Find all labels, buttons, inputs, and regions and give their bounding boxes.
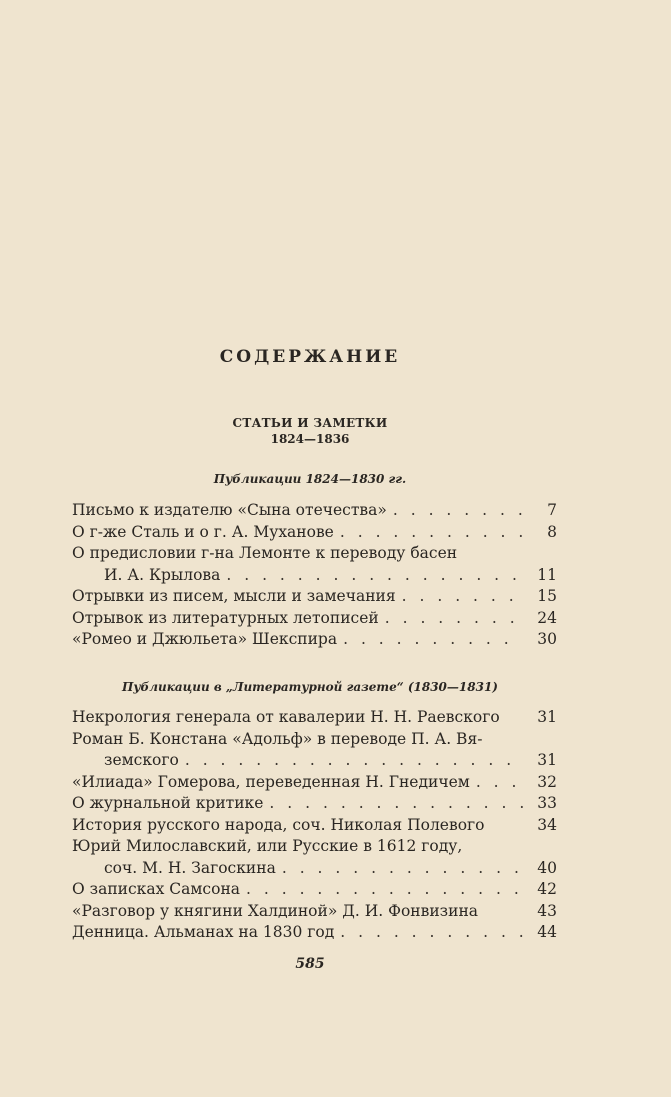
toc-entry-title: И. А. Крылова xyxy=(104,565,221,584)
toc-entry-title: Роман Б. Констана «Адольф» в переводе П. А. Вя- xyxy=(72,729,483,748)
dot-leader xyxy=(240,879,523,901)
toc-entry-page: 40 xyxy=(537,858,557,877)
toc-entry-title: Отрывок из литературных летописей xyxy=(72,608,379,627)
toc-entry-page: 42 xyxy=(537,880,557,898)
toc-entry-page: 31 xyxy=(537,751,557,769)
toc-entry-page: 31 xyxy=(537,708,557,726)
dot-leader xyxy=(396,586,523,608)
toc-entry-title: Денница. Альманах на 1830 год xyxy=(72,923,335,941)
dot-leader xyxy=(470,772,523,794)
toc-entry-page: 30 xyxy=(537,630,557,648)
toc-entry-title: Отрывки из писем, мысли и замечания xyxy=(72,587,396,605)
toc-entry-title: «Ромео и Джюльета» Шекспира xyxy=(72,630,338,648)
toc-entry xyxy=(72,629,557,651)
toc-entry xyxy=(72,836,557,858)
toc-list-2 xyxy=(72,707,557,944)
dot-leader xyxy=(276,858,523,880)
toc-entry xyxy=(72,901,557,923)
toc-entry-page: 32 xyxy=(537,772,557,791)
toc-entry-title: О журнальной критике xyxy=(72,794,264,812)
toc-entry-title: Письмо к издателю «Сына отечества» xyxy=(72,501,387,519)
section-years: 1824—1836 xyxy=(270,432,350,446)
toc-entry xyxy=(72,793,557,815)
page-number: 585 xyxy=(295,956,325,972)
toc-entry-page: 24 xyxy=(537,608,557,627)
dot-leader xyxy=(334,922,523,944)
toc-entry xyxy=(72,500,557,522)
toc-entry xyxy=(72,586,557,608)
toc-entry-page: 33 xyxy=(537,794,557,812)
dot-leader xyxy=(263,793,523,815)
toc-list-1 xyxy=(72,500,557,651)
page-title: СОДЕРЖАНИЕ xyxy=(219,347,401,367)
dot-leader xyxy=(379,608,523,630)
toc-entry xyxy=(72,608,557,630)
dot-leader xyxy=(334,522,523,544)
toc-entry-page: 44 xyxy=(537,923,557,941)
toc-entry xyxy=(72,858,557,880)
dot-leader xyxy=(179,750,523,772)
toc-entry xyxy=(72,879,557,901)
toc-entry-title: «Илиада» Гомерова, переведенная Н. Гнедичем xyxy=(72,772,470,791)
subsection-heading-2: Публикации в „Литературной газете“ (1830—1831) xyxy=(122,680,498,694)
toc-entry-title: Юрий Милославский, или Русские в 1612 году, xyxy=(72,837,463,855)
toc-entry xyxy=(72,772,557,794)
toc-entry-page: 43 xyxy=(537,901,557,920)
toc-entry-title: История русского народа, соч. Николая Полевого xyxy=(72,815,485,834)
toc-entry-page: 11 xyxy=(537,565,557,584)
section-title: СТАТЬИ И ЗАМЕТКИ xyxy=(232,416,388,430)
toc-entry xyxy=(72,543,557,565)
toc-entry xyxy=(72,565,557,587)
dot-leader xyxy=(337,629,523,651)
toc-entry xyxy=(72,922,557,944)
dot-leader xyxy=(220,565,523,587)
toc-entry-title: соч. М. Н. Загоскина xyxy=(104,858,276,877)
toc-entry-title: О г-же Сталь и о г. А. Муханове xyxy=(72,522,334,541)
toc-entry-page: 7 xyxy=(547,501,557,519)
toc-entry-title: Некрология генерала от кавалерии Н. Н. Раевского xyxy=(72,708,500,726)
dot-leader xyxy=(387,500,523,522)
toc-entry xyxy=(72,729,557,751)
toc-entry xyxy=(72,815,557,837)
toc-entry-title: О записках Самсона xyxy=(72,880,241,898)
subsection-heading-1: Публикации 1824—1830 гг. xyxy=(213,472,407,486)
toc-entry-page: 15 xyxy=(537,587,557,605)
toc-entry-title: «Разговор у княгини Халдиной» Д. И. Фонвизина xyxy=(72,901,479,920)
toc-entry-page: 8 xyxy=(547,522,557,541)
toc-entry xyxy=(72,750,557,772)
toc-entry xyxy=(72,522,557,544)
toc-entry-page: 34 xyxy=(537,815,557,834)
toc-entry-title: земского xyxy=(104,751,179,769)
toc-entry xyxy=(72,707,557,729)
toc-entry-title: О предисловии г-на Лемонте к переводу басен xyxy=(72,544,458,562)
